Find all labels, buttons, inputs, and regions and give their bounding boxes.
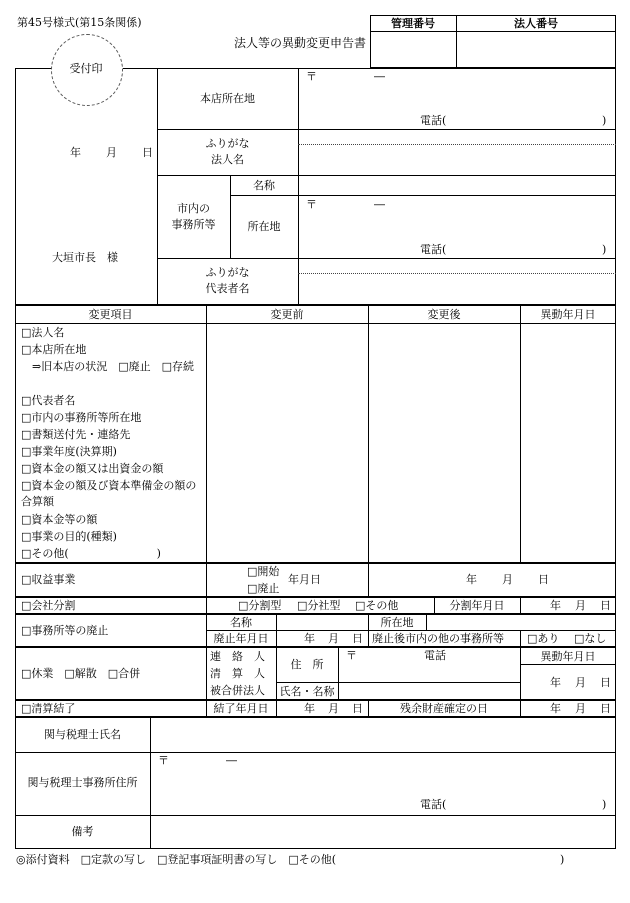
head-office-label: 本店所在地 bbox=[200, 92, 255, 105]
split-date-label: 分割年月日 bbox=[449, 599, 505, 612]
other-office-label: 廃止後市内の他の事務所等 bbox=[372, 632, 504, 645]
split-year: 年 bbox=[550, 599, 561, 612]
tax-postal-dash: ― bbox=[226, 754, 237, 767]
tax-phone-close: ) bbox=[602, 798, 607, 811]
change-item-purpose[interactable]: □事業の目的(種類) bbox=[21, 530, 117, 543]
corporate-number-input[interactable] bbox=[460, 36, 612, 62]
corp-name-furigana-input[interactable] bbox=[304, 131, 610, 143]
reception-stamp-label: 受付印 bbox=[69, 62, 103, 75]
attachment-other-input[interactable] bbox=[372, 852, 552, 866]
liquidation-day: 日 bbox=[352, 702, 363, 715]
contact-person-label: 連 絡 人 bbox=[210, 650, 265, 663]
suspension-day: 日 bbox=[600, 676, 611, 689]
tax-phone-input[interactable] bbox=[454, 797, 598, 811]
rep-furigana-input[interactable] bbox=[304, 260, 610, 272]
abolish-location-label: 所在地 bbox=[380, 616, 414, 629]
liquidation-date-label: 結了年月日 bbox=[213, 702, 269, 715]
city-office-label: 市内の bbox=[177, 202, 210, 215]
remarks-label: 備考 bbox=[71, 825, 94, 838]
suspension-year: 年 bbox=[550, 676, 561, 689]
split-type-checkbox[interactable]: □分割型 bbox=[238, 599, 282, 612]
company-split-label[interactable]: □会社分割 bbox=[21, 599, 76, 612]
col-after: 変更後 bbox=[427, 308, 461, 321]
management-number-input[interactable] bbox=[374, 36, 452, 62]
change-item-city-office-location[interactable]: □市内の事務所等所在地 bbox=[21, 411, 142, 424]
office-location-label: 所在地 bbox=[247, 220, 281, 233]
change-item-capital[interactable]: □資本金の額又は出資金の額 bbox=[21, 462, 164, 475]
office-phone-label: 電話( bbox=[420, 243, 447, 256]
office-name-input[interactable] bbox=[304, 178, 610, 192]
tax-postal-mark: 〒 bbox=[158, 754, 169, 767]
residual-year: 年 bbox=[550, 702, 561, 715]
tax-address-input[interactable] bbox=[158, 772, 606, 794]
residual-month: 月 bbox=[575, 702, 586, 715]
suspension-options[interactable]: □休業 □解散 □合併 bbox=[21, 667, 141, 680]
profit-start-checkbox[interactable]: □開始 bbox=[247, 565, 280, 578]
corp-name-label: 法人名 bbox=[211, 153, 244, 166]
head-office-address-input[interactable] bbox=[306, 88, 606, 110]
rep-name-input[interactable] bbox=[304, 279, 610, 299]
addressee: 大垣市長 様 bbox=[52, 251, 118, 264]
split-day: 日 bbox=[600, 599, 611, 612]
tax-accountant-name-input[interactable] bbox=[156, 724, 610, 746]
col-change-date: 異動年月日 bbox=[540, 308, 596, 321]
residual-assets-date-label: 残余財産確定の日 bbox=[400, 702, 488, 715]
abolish-name-label: 名称 bbox=[230, 616, 252, 629]
rep-furigana-label: ふりがな bbox=[205, 266, 250, 279]
head-office-postal-mark: 〒 bbox=[306, 70, 317, 83]
head-office-phone-close: ) bbox=[602, 114, 607, 127]
abolish-name-input[interactable] bbox=[280, 616, 364, 629]
change-item-old-office-status[interactable]: ⇒旧本店の状況 □廃止 □存続 bbox=[21, 360, 195, 373]
suspension-address-label: 住 所 bbox=[290, 658, 324, 671]
date-year: 年 bbox=[70, 146, 81, 159]
liquidation-month: 月 bbox=[328, 702, 339, 715]
abolish-location-input[interactable] bbox=[430, 616, 612, 629]
office-postal-dash: ― bbox=[374, 198, 385, 211]
abolish-year: 年 bbox=[304, 632, 315, 645]
change-item-capital-etc[interactable]: □資本金等の額 bbox=[21, 513, 98, 526]
head-office-postal-dash: ― bbox=[374, 70, 385, 83]
suspension-date-label: 異動年月日 bbox=[540, 650, 596, 663]
split-month: 月 bbox=[575, 599, 586, 612]
office-phone-input[interactable] bbox=[454, 242, 598, 256]
change-item-fiscal-year[interactable]: □事業年度(決算期) bbox=[21, 445, 117, 458]
before-value-input[interactable] bbox=[210, 326, 364, 560]
date-month: 月 bbox=[106, 146, 117, 159]
head-office-phone-label: 電話( bbox=[420, 114, 447, 127]
suspension-name-label: 氏名・名称 bbox=[279, 685, 335, 698]
tax-accountant-name-label: 関与税理士氏名 bbox=[44, 728, 121, 741]
tax-postal-input[interactable] bbox=[170, 753, 222, 767]
after-value-input[interactable] bbox=[372, 326, 516, 560]
liquidation-year: 年 bbox=[304, 702, 315, 715]
city-office-label-2: 事務所等 bbox=[171, 218, 216, 231]
corporate-number-label: 法人番号 bbox=[514, 17, 558, 30]
suspension-name-input[interactable] bbox=[344, 684, 516, 698]
col-before: 変更前 bbox=[270, 308, 304, 321]
suspension-month: 月 bbox=[575, 676, 586, 689]
change-item-capital-reserve[interactable]: □資本金の額及び資本準備金の額の合算額 bbox=[21, 479, 197, 508]
profit-abolish-checkbox[interactable]: □廃止 bbox=[247, 582, 280, 595]
office-name-label: 名称 bbox=[253, 179, 275, 192]
split-other-checkbox[interactable]: □その他 bbox=[355, 599, 399, 612]
spinoff-type-checkbox[interactable]: □分社型 bbox=[297, 599, 341, 612]
tax-phone-label: 電話( bbox=[420, 798, 447, 811]
head-office-phone-input[interactable] bbox=[454, 113, 598, 127]
change-item-head-office[interactable]: □本店所在地 bbox=[21, 343, 87, 356]
form-number: 第45号様式(第15条関係) bbox=[17, 16, 142, 29]
profit-business-label[interactable]: □収益事業 bbox=[21, 573, 76, 586]
office-address-input[interactable] bbox=[306, 215, 606, 237]
tax-accountant-address-label: 関与税理士事務所住所 bbox=[27, 776, 138, 789]
attachments-close: ) bbox=[560, 853, 565, 866]
liquidator-label: 清 算 人 bbox=[210, 667, 265, 680]
col-change-item: 変更項目 bbox=[88, 308, 133, 321]
other-office-yes-checkbox[interactable]: □あり bbox=[527, 632, 560, 645]
suspension-phone-label: 電話 bbox=[424, 649, 446, 662]
office-postal-mark: 〒 bbox=[306, 198, 317, 211]
office-postal-input[interactable] bbox=[318, 197, 370, 211]
change-item-document-address[interactable]: □書類送付先・連絡先 bbox=[21, 428, 131, 441]
head-office-postal-input[interactable] bbox=[318, 69, 370, 83]
profit-year: 年 bbox=[466, 573, 477, 586]
abolish-date-label: 廃止年月日 bbox=[213, 632, 269, 645]
abolish-day: 日 bbox=[352, 632, 363, 645]
date-day: 日 bbox=[142, 146, 153, 159]
office-abolish-label[interactable]: □事務所等の廃止 bbox=[21, 624, 109, 637]
liquidation-section bbox=[15, 700, 616, 717]
change-item-corp-name[interactable]: □法人名 bbox=[21, 326, 65, 339]
profit-day: 日 bbox=[538, 573, 549, 586]
corp-name-input[interactable] bbox=[304, 150, 610, 170]
abolish-month: 月 bbox=[328, 632, 339, 645]
suspension-address-input[interactable] bbox=[344, 664, 516, 680]
change-item-other[interactable]: □その他( ) bbox=[21, 547, 161, 560]
office-phone-close: ) bbox=[602, 243, 607, 256]
residual-day: 日 bbox=[600, 702, 611, 715]
management-number-label: 管理番号 bbox=[391, 17, 435, 30]
remarks-input[interactable] bbox=[156, 818, 610, 846]
liquidation-label[interactable]: □清算結了 bbox=[21, 702, 76, 715]
attachments-line: ◎添付資料 □定款の写し □登記事項証明書の写し □その他( bbox=[16, 853, 337, 866]
profit-month: 月 bbox=[502, 573, 513, 586]
change-item-representative[interactable]: □代表者名 bbox=[21, 394, 76, 407]
furigana-label: ふりがな bbox=[205, 137, 250, 150]
other-office-no-checkbox[interactable]: □なし bbox=[574, 632, 607, 645]
suspension-postal-mark: 〒 bbox=[346, 649, 357, 662]
form-title: 法人等の異動変更申告書 bbox=[234, 36, 367, 50]
profit-ymd-label: 年月日 bbox=[288, 573, 321, 586]
change-date-input[interactable] bbox=[524, 326, 612, 560]
rep-name-label: 代表者名 bbox=[205, 282, 250, 295]
merged-corp-label: 被合併法人 bbox=[210, 684, 265, 697]
